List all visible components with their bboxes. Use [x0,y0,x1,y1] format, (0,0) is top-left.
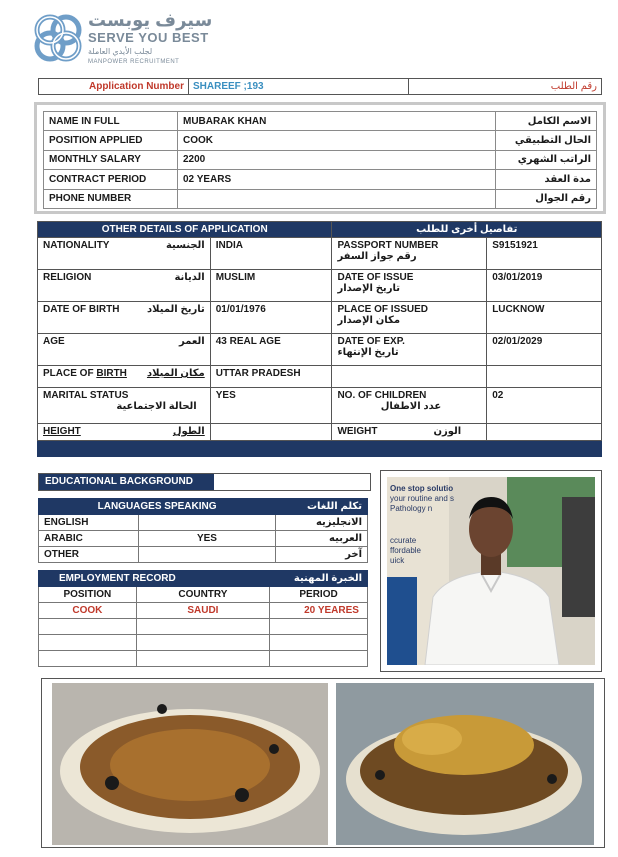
applicant-portrait-image [387,477,595,665]
table-header-row [38,222,602,238]
food-photos [41,678,605,848]
table-row [38,366,602,388]
languages-title: LANGUAGES SPEAKING [39,499,276,515]
place-issued-value: LUCKNOW [487,302,602,334]
salary-label-ar: الراتب الشهري [496,150,597,169]
application-number-row [38,78,602,95]
dob-value: 01/01/1976 [210,302,332,334]
age-value: 43 REAL AGE [210,334,332,366]
table-row [39,635,368,651]
photo-sign-text: ffordable [390,546,421,555]
expiry-value: 02/01/2029 [487,334,602,366]
other-details-title-ar: تفاصيل أخرى للطلب [332,222,602,238]
photo-sign-text: One stop solutio [390,484,454,493]
languages-title-ar: تكلم اللغات [276,499,368,515]
salary-label: MONTHLY SALARY [44,150,178,169]
table-row [39,651,368,667]
marital-label-ar: الحالة الاجتماعية [116,401,197,412]
dob-label-cell [38,302,211,334]
table-row [44,112,597,131]
dish-photos-image [42,679,604,847]
table-row [39,547,368,563]
logo-arabic-tagline: لجلب الأيدي العاملة [88,47,153,56]
table-row [39,515,368,531]
expiry-label: DATE OF EXP. [337,336,405,347]
other-details-title: OTHER DETAILS OF APPLICATION [38,222,332,238]
column-header-country: COUNTRY [136,587,269,603]
children-value: 02 [487,388,602,424]
position-value: COOK [178,131,496,150]
contract-value: 02 YEARS [178,170,496,189]
contract-label: CONTRACT PERIOD [44,170,178,189]
passport-label-cell [332,238,487,270]
table-row [38,424,602,441]
language-name: ARABIC [39,531,139,547]
personal-info-box [34,102,606,214]
children-label-ar: عدد الاطفال [380,401,442,412]
table-row [44,170,597,189]
employment-period: 20 YEARES [270,603,368,619]
nationality-value: INDIA [210,238,332,270]
employment-title: EMPLOYMENT RECORD [39,571,270,587]
language-value [138,515,275,531]
position-label: POSITION APPLIED [44,131,178,150]
personal-info-table [43,111,597,209]
logo-english-tagline: MANPOWER RECRUITMENT [88,59,180,65]
place-issued-label-cell [332,302,487,334]
education-label: EDUCATIONAL BACKGROUND [39,474,214,490]
education-row [38,473,371,491]
languages-table [38,498,368,563]
table-row [38,302,602,334]
issue-date-label-cell [332,270,487,302]
language-name: ENGLISH [39,515,139,531]
photo-sign-text: uick [390,556,405,565]
age-label: AGE [43,336,65,347]
photo-sign-text: Pathology n [390,504,433,513]
weight-label-cell [332,424,487,441]
employment-country: SAUDI [136,603,269,619]
table-row [39,603,368,619]
weight-label-ar: الوزن [433,426,462,437]
expiry-label-ar: تاريخ الإنتهاء [337,347,399,358]
height-label-cell [38,424,211,441]
dob-label-ar: تاريخ الميلاد [147,304,205,315]
other-details-table [37,221,602,457]
column-header-position: POSITION [39,587,137,603]
table-row [44,150,597,169]
passport-label-ar: رقم جواز السفر [337,251,417,262]
height-label-ar: الطول [172,426,205,437]
table-row [38,334,602,366]
dob-label: DATE OF BIRTH [43,304,120,315]
marital-label-cell [38,388,211,424]
name-label: NAME IN FULL [44,112,178,131]
table-header-row [39,571,368,587]
table-row [38,388,602,424]
language-name-ar: الانجليزيه [276,515,368,531]
birth-place-label-cell [38,366,211,388]
children-label: NO. OF CHILDREN [337,390,427,401]
birth-place-value: UTTAR PRADESH [210,366,332,388]
birth-place-label-ar: مكان الميلاد [146,368,205,379]
logo-knot-icon [32,8,84,68]
nationality-label-cell [38,238,211,270]
phone-value [178,189,496,208]
age-label-ar: العمر [178,336,205,347]
table-header-row [39,587,368,603]
application-number-value: SHAREEF ;193 [189,79,409,94]
table-row [44,131,597,150]
table-footer-bar [38,441,602,457]
religion-label-ar: الديانة [174,272,205,283]
weight-label: WEIGHT [337,426,378,437]
language-name-ar: آخر [276,547,368,563]
empty-cell [487,366,602,388]
issue-date-label: DATE OF ISSUE [337,272,414,283]
height-label: HEIGHT [43,426,81,437]
table-row [38,270,602,302]
place-issued-label-ar: مكان الإصدار [337,315,401,326]
language-name-ar: العربيه [276,531,368,547]
employment-position: COOK [39,603,137,619]
religion-value: MUSLIM [210,270,332,302]
contract-label-ar: مدة العقد [496,170,597,189]
height-value [210,424,332,441]
photo-sign-text: ccurate [390,536,417,545]
weight-value [487,424,602,441]
photo-sign-text: your routine and s [390,494,455,503]
phone-label: PHONE NUMBER [44,189,178,208]
place-issued-label: PLACE OF ISSUED [337,304,429,315]
table-row [44,189,597,208]
passport-label: PASSPORT NUMBER [337,240,439,251]
applicant-photo [380,470,602,672]
employment-table [38,570,368,667]
nationality-label: NATIONALITY [43,240,110,251]
position-label-ar: الحال التطبيقي [496,131,597,150]
language-name: OTHER [39,547,139,563]
marital-label: MARITAL STATUS [43,390,129,401]
logo-arabic-name: سيرف يوبست [88,10,213,30]
logo-english-name: SERVE YOU BEST [88,30,209,45]
religion-label: RELIGION [43,272,92,283]
column-header-period: PERIOD [270,587,368,603]
empty-cell [332,366,487,388]
marital-value: YES [210,388,332,424]
company-logo [32,8,242,68]
issue-date-label-ar: تاريخ الإصدار [337,283,400,294]
religion-label-cell [38,270,211,302]
application-number-label-ar: رقم الطلب [550,81,597,92]
table-row [39,531,368,547]
employment-title-ar: الخبرة المهنية [270,571,368,587]
nationality-label-ar: الجنسية [165,240,205,251]
phone-label-ar: رقم الجوال [496,189,597,208]
salary-value: 2200 [178,150,496,169]
issue-date-value: 03/01/2019 [487,270,602,302]
language-value: YES [138,531,275,547]
application-number-label: Application Number [39,79,189,94]
name-value: MUBARAK KHAN [178,112,496,131]
expiry-label-cell [332,334,487,366]
age-label-cell [38,334,211,366]
children-label-cell [332,388,487,424]
name-label-ar: الاسم الكامل [496,112,597,131]
table-row [39,619,368,635]
language-value [138,547,275,563]
table-row [38,238,602,270]
table-header-row [39,499,368,515]
birth-place-label: PLACE OF BIRTH [43,368,127,379]
passport-value: S9151921 [487,238,602,270]
